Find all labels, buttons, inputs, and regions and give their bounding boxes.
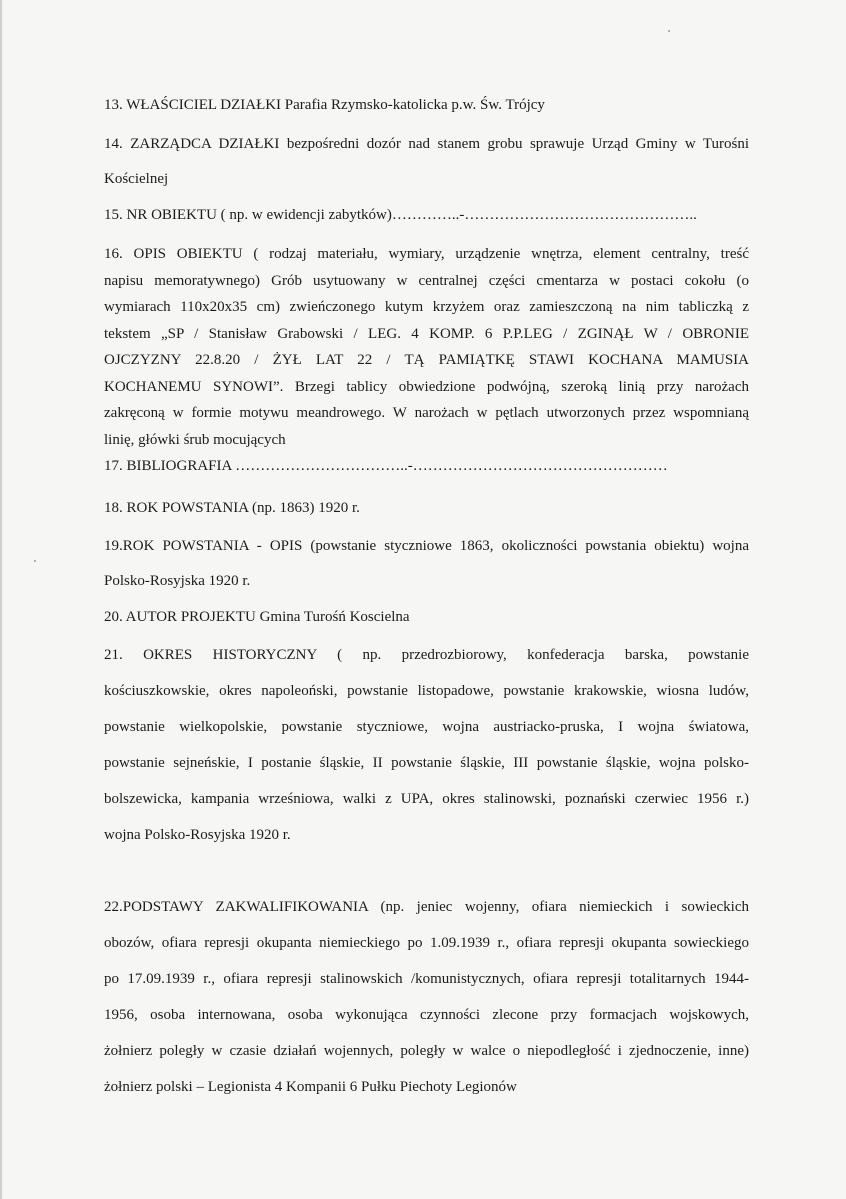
scan-speck	[34, 560, 36, 562]
document-line: Kościelnej	[104, 171, 169, 187]
document-line: Polsko-Rosyjska 1920 r.	[104, 573, 251, 589]
document-line: wojna Polsko-Rosyjska 1920 r.	[104, 827, 291, 843]
document-line: powstanie wielkopolskie, powstanie styczniowe, wojna austriacko-pruska, I wojna światowa,	[104, 719, 749, 735]
document-line: linię, główki śrub mocujących	[104, 432, 286, 448]
document-line: KOCHANEMU SYNOWI”. Brzegi tablicy obwiedzione podwójną, szeroką linią przy narożach	[104, 379, 749, 395]
scan-speck	[668, 30, 670, 32]
document-line: 19.ROK POWSTANIA - OPIS (powstanie styczniowe 1863, okoliczności powstania obiektu) wojna	[104, 538, 749, 554]
document-line: 13. WŁAŚCICIEL DZIAŁKI Parafia Rzymsko-katolicka p.w. Św. Trójcy	[104, 97, 545, 113]
document-line: tekstem „SP / Stanisław Grabowski / LEG. 4 KOMP. 6 P.P.LEG / ZGINĄŁ W / OBRONIE	[104, 326, 749, 342]
document-line: bolszewicka, kampania wrześniowa, walki z UPA, okres stalinowski, poznański czerwiec 1956 r.)	[104, 791, 749, 807]
document-line: obozów, ofiara represji okupanta niemieckiego po 1.09.1939 r., ofiara represji okupanta sowieckiego	[104, 935, 749, 951]
document-line: żołnierz poległy w czasie działań wojennych, poległy w walce o niepodległość i zjednoczenie, inne)	[104, 1043, 749, 1059]
document-line: 14. ZARZĄDCA DZIAŁKI bezpośredni dozór nad stanem grobu sprawuje Urząd Gminy w Turośni	[104, 136, 749, 152]
document-line: 22.PODSTAWY ZAKWALIFIKOWANIA (np. jeniec wojenny, ofiara niemieckich i sowieckich	[104, 899, 749, 915]
document-line: 20. AUTOR PROJEKTU Gmina Turośń Koscielna	[104, 609, 410, 625]
document-line: napisu memoratywnego) Grób usytuowany w centralnej części cmentarza w postaci cokołu (o	[104, 273, 749, 289]
document-line: powstanie sejneńskie, I postanie śląskie, II powstanie śląskie, III powstanie śląskie, wojna polsko-	[104, 755, 749, 771]
document-line: 18. ROK POWSTANIA (np. 1863) 1920 r.	[104, 500, 360, 516]
scan-edge	[0, 0, 2, 1199]
document-line: 16. OPIS OBIEKTU ( rodzaj materiału, wymiary, urządzenie wnętrza, element centralny, treść	[104, 246, 749, 262]
document-line: zakręconą w formie motywu meandrowego. W narożach w pętlach utworzonych przez wspomnianą	[104, 405, 749, 421]
document-line: 21. OKRES HISTORYCZNY ( np. przedrozbiorowy, konfederacja barska, powstanie	[104, 647, 749, 663]
document-line: 1956, osoba internowana, osoba wykonująca czynności zlecone przy formacjach wojskowych,	[104, 1007, 749, 1023]
document-line: OJCZYZNY 22.8.20 / ŻYŁ LAT 22 / TĄ PAMIĄTKĘ STAWI KOCHANA MAMUSIA	[104, 352, 749, 368]
document-line: 15. NR OBIEKTU ( np. w ewidencji zabytków)…………..-………………………………………..	[104, 207, 697, 223]
document-line: wymiarach 110x20x35 cm) zwieńczonego kutym krzyżem oraz zamieszczoną na nim tabliczką z	[104, 299, 749, 315]
document-line: kościuszkowskie, okres napoleoński, powstanie listopadowe, powstanie krakowskie, wiosna ludów,	[104, 683, 749, 699]
document-line: po 17.09.1939 r., ofiara represji stalinowskich /komunistycznych, ofiara represji totalitarnych 1944-	[104, 971, 749, 987]
document-line: żołnierz polski – Legionista 4 Kompanii 6 Pułku Piechoty Legionów	[104, 1079, 517, 1095]
document-line: 17. BIBLIOGRAFIA ……………………………..-……………………………………………	[104, 458, 668, 474]
